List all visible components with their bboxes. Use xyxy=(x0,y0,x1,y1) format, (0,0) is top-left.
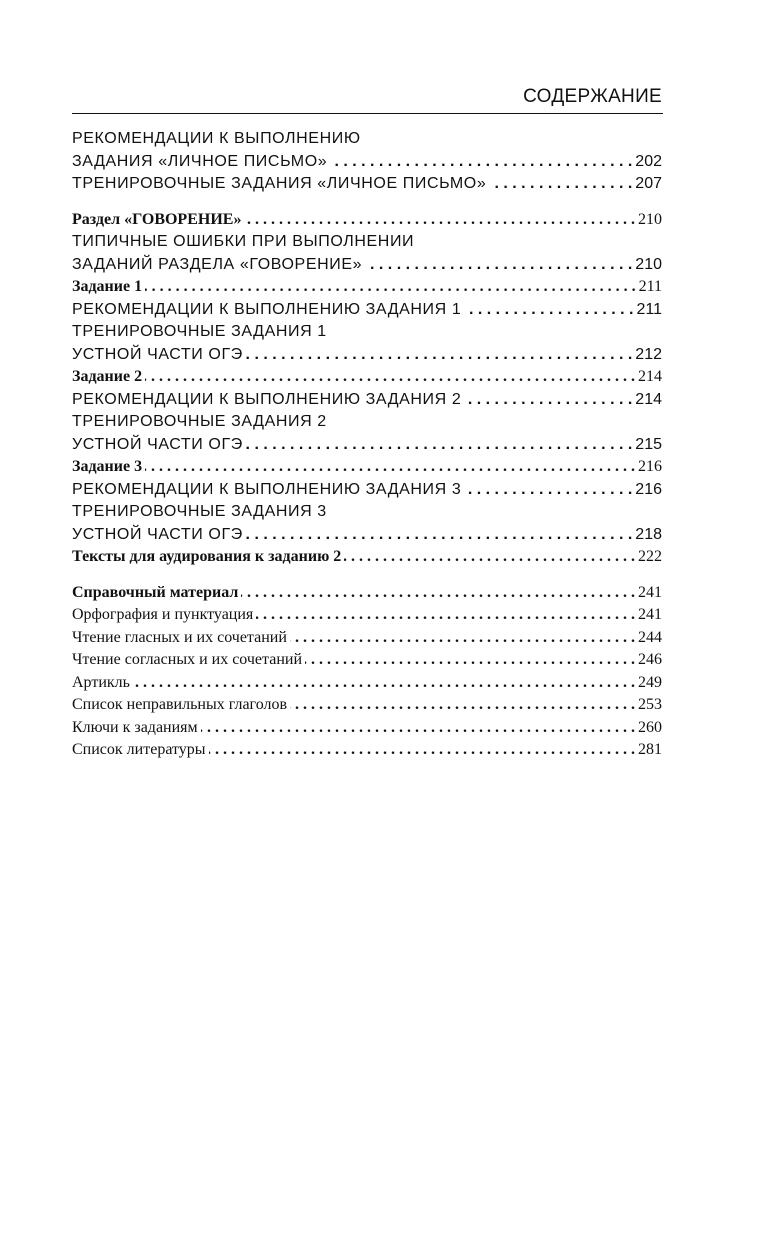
toc-entry[interactable] xyxy=(72,479,662,502)
toc-entry[interactable] xyxy=(72,456,662,479)
dot-leader xyxy=(365,254,632,277)
toc-entry-page-number: 222 xyxy=(638,548,662,565)
toc-entry[interactable] xyxy=(72,672,662,695)
toc-entry-page-number: 260 xyxy=(638,718,662,736)
dot-leader xyxy=(133,672,635,695)
toc-entry[interactable] xyxy=(72,627,662,650)
toc-entry-page-number: 211 xyxy=(636,300,662,318)
dot-leader xyxy=(464,479,632,502)
toc-entry-label: Ключи к заданиям xyxy=(72,718,198,736)
toc-entry[interactable] xyxy=(72,128,662,151)
toc-entry-label: Справочный материал xyxy=(72,583,239,601)
toc-entry-page-number: 244 xyxy=(638,628,662,646)
toc-entry[interactable] xyxy=(72,173,662,196)
toc-entry-page-number: 241 xyxy=(638,606,662,623)
toc-entry-label: Тексты для аудирования к заданию 2 xyxy=(72,548,342,565)
toc-entry-page-number: 249 xyxy=(638,673,662,691)
toc-entry-page-number: 210 xyxy=(635,255,662,273)
toc-entry-label: ТРЕНИРОВОЧНЫЕ ЗАДАНИЯ 1 xyxy=(72,323,327,340)
header-divider xyxy=(72,113,663,114)
toc-entry[interactable] xyxy=(72,276,662,299)
dot-leader xyxy=(246,434,632,457)
toc-entry-label: Список литературы xyxy=(72,741,206,758)
dot-leader xyxy=(256,604,635,627)
table-of-contents xyxy=(72,128,662,762)
dot-leader xyxy=(330,151,632,174)
toc-entry[interactable] xyxy=(72,694,662,717)
toc-entry-label: ЗАДАНИЙ РАЗДЕЛА «ГОВОРЕНИЕ» xyxy=(72,255,363,273)
toc-entry-label: РЕКОМЕНДАЦИИ К ВЫПОЛНЕНИЮ ЗАДАНИЯ 1 xyxy=(72,300,462,318)
page-title: СОДЕРЖАНИЕ xyxy=(523,86,662,107)
toc-entry-label: Задание 1 xyxy=(72,278,143,295)
dot-leader xyxy=(145,366,635,389)
toc-entry-page-number: 216 xyxy=(638,458,662,475)
toc-entry[interactable] xyxy=(72,344,662,367)
dot-leader xyxy=(489,173,632,196)
toc-entry-label: ЗАДАНИЯ «ЛИЧНОЕ ПИСЬМО» xyxy=(72,152,328,170)
dot-leader xyxy=(241,582,635,605)
dot-leader xyxy=(464,299,633,322)
toc-entry[interactable] xyxy=(72,389,662,412)
toc-entry[interactable] xyxy=(72,151,662,174)
toc-entry-label: УСТНОЙ ЧАСТИ ОГЭ xyxy=(72,345,243,363)
toc-entry-label: Задание 2 xyxy=(72,368,143,385)
toc-entry-label: УСТНОЙ ЧАСТИ ОГЭ xyxy=(72,435,243,453)
toc-entry-page-number: 210 xyxy=(638,210,662,228)
toc-entry[interactable] xyxy=(72,717,662,740)
toc-entry[interactable] xyxy=(72,209,662,232)
toc-entry[interactable] xyxy=(72,582,662,605)
toc-entry-page-number: 211 xyxy=(638,278,662,295)
toc-entry-page-number: 253 xyxy=(638,696,662,713)
toc-entry-label: ТРЕНИРОВОЧНЫЕ ЗАДАНИЯ «ЛИЧНОЕ ПИСЬМО» xyxy=(72,175,487,192)
dot-leader xyxy=(209,739,635,762)
dot-leader xyxy=(145,276,636,299)
toc-entry[interactable] xyxy=(72,546,662,569)
toc-entry[interactable] xyxy=(72,411,662,434)
toc-entry-label: ТИПИЧНЫЕ ОШИБКИ ПРИ ВЫПОЛНЕНИИ xyxy=(72,233,415,250)
toc-entry-label: Чтение гласных и их сочетаний xyxy=(72,628,287,646)
dot-leader xyxy=(246,344,632,367)
toc-entry-page-number: 241 xyxy=(638,583,662,601)
dot-leader xyxy=(145,456,635,479)
toc-entry-label: Чтение согласных и их сочетаний xyxy=(72,651,303,668)
toc-entry-label: ТРЕНИРОВОЧНЫЕ ЗАДАНИЯ 3 xyxy=(72,503,327,520)
dot-leader xyxy=(344,546,635,569)
toc-entry-page-number: 281 xyxy=(638,741,662,758)
toc-entry-page-number: 215 xyxy=(635,435,662,453)
toc-entry[interactable] xyxy=(72,524,662,547)
toc-entry[interactable] xyxy=(72,231,662,254)
toc-entry-label: Задание 3 xyxy=(72,458,143,475)
toc-entry-label: Раздел «ГОВОРЕНИЕ» xyxy=(72,210,242,228)
toc-entry-page-number: 218 xyxy=(635,525,662,543)
dot-leader xyxy=(246,524,632,547)
toc-entry-label: РЕКОМЕНДАЦИИ К ВЫПОЛНЕНИЮ ЗАДАНИЯ 2 xyxy=(72,390,462,408)
toc-entry-page-number: 246 xyxy=(638,651,662,668)
toc-entry-label: УСТНОЙ ЧАСТИ ОГЭ xyxy=(72,525,243,543)
toc-entry[interactable] xyxy=(72,604,662,627)
toc-entry-label: РЕКОМЕНДАЦИИ К ВЫПОЛНЕНИЮ ЗАДАНИЯ 3 xyxy=(72,480,462,498)
dot-leader xyxy=(464,389,632,412)
toc-entry-page-number: 214 xyxy=(638,368,662,385)
toc-entry[interactable] xyxy=(72,501,662,524)
toc-entry-page-number: 207 xyxy=(635,175,662,192)
dot-leader xyxy=(201,717,635,740)
toc-entry[interactable] xyxy=(72,321,662,344)
dot-leader xyxy=(305,649,635,672)
toc-entry-label: Орфография и пунктуация xyxy=(72,606,254,623)
toc-entry-label: ТРЕНИРОВОЧНЫЕ ЗАДАНИЯ 2 xyxy=(72,413,327,430)
toc-entry[interactable] xyxy=(72,366,662,389)
toc-entry[interactable] xyxy=(72,649,662,672)
toc-entry-page-number: 212 xyxy=(635,345,662,363)
toc-entry[interactable] xyxy=(72,434,662,457)
toc-entry[interactable] xyxy=(72,739,662,762)
toc-entry[interactable] xyxy=(72,254,662,277)
toc-entry-page-number: 216 xyxy=(635,480,662,498)
dot-leader xyxy=(290,694,635,717)
toc-entry-label: Артикль xyxy=(72,673,130,691)
toc-entry-label: Список неправильных глаголов xyxy=(72,696,288,713)
dot-leader xyxy=(290,627,635,650)
dot-leader xyxy=(244,209,635,232)
toc-entry-page-number: 202 xyxy=(635,152,662,170)
toc-entry-page-number: 214 xyxy=(635,390,662,408)
toc-entry-label: РЕКОМЕНДАЦИИ К ВЫПОЛНЕНИЮ xyxy=(72,130,361,147)
toc-entry[interactable] xyxy=(72,299,662,322)
